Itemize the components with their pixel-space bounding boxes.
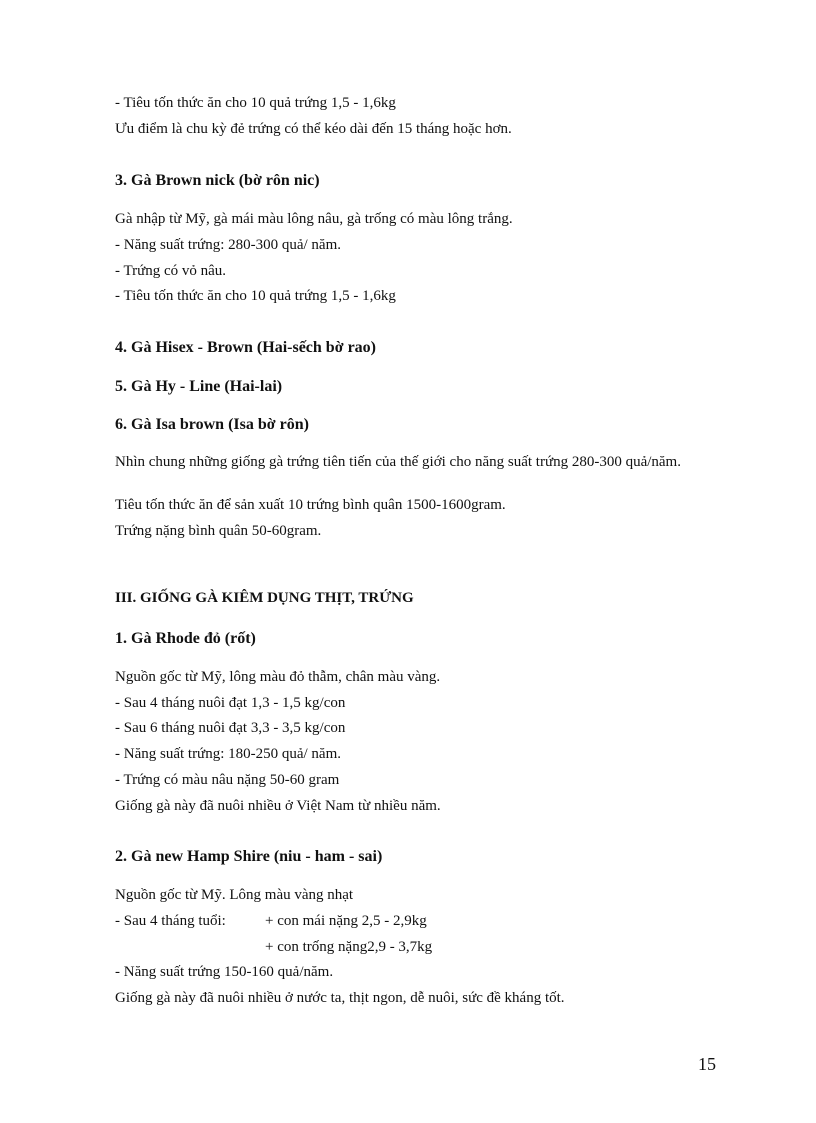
hampshire-male-weight: + con trống nặng2,9 - 3,7kg [265,939,433,955]
section-5-heading: 5. Gà Hy - Line (Hai-lai) [115,378,283,395]
part-3-heading: III. GIỐNG GÀ KIÊM DỤNG THỊT, TRỨNG [115,590,414,606]
section-3-line: Gà nhập từ Mỹ, gà mái màu lông nâu, gà trống có màu lông trắng. [115,211,513,227]
section-6-heading: 6. Gà Isa brown (Isa bờ rôn) [115,416,309,433]
section-3-line: - Năng suất trứng: 280-300 quả/ năm. [115,237,342,253]
hampshire-age-label: - Sau 4 tháng tuổi: [115,913,226,929]
section-4-heading: 4. Gà Hisex - Brown (Hai-sếch bờ rao) [115,339,376,356]
rhode-line: - Năng suất trứng: 180-250 quả/ năm. [115,746,342,762]
rhode-line: - Trứng có màu nâu nặng 50-60 gram [115,772,340,788]
intro-advantage-line: Ưu điểm là chu kỳ đẻ trứng có thể kéo dài đến 15 tháng hoặc hơn. [115,121,512,137]
section-6-paragraph: Nhìn chung những giống gà trứng tiên tiến của thế giới cho năng suất trứng 280-300 quả/năm. [115,454,681,470]
hampshire-heading: 2. Gà new Hamp Shire (niu - ham - sai) [115,848,383,865]
section-3-line: - Trứng có vỏ nâu. [115,263,227,279]
section-6-feed-line: Tiêu tốn thức ăn để sản xuất 10 trứng bình quân 1500-1600gram. [115,497,506,513]
hampshire-age-line [115,912,226,930]
section-3-line: - Tiêu tốn thức ăn cho 10 quả trứng 1,5 - 1,6kg [115,288,396,304]
rhode-line: - Sau 4 tháng nuôi đạt 1,3 - 1,5 kg/con [115,695,346,711]
hampshire-female-weight: + con mái nặng 2,5 - 2,9kg [265,913,427,929]
rhode-line: - Sau 6 tháng nuôi đạt 3,3 - 3,5 kg/con [115,720,346,736]
section-3-heading: 3. Gà Brown nick (bờ rôn nic) [115,172,320,189]
hampshire-origin-line: Nguồn gốc từ Mỹ. Lông màu vàng nhạt [115,887,354,903]
rhode-heading: 1. Gà Rhode đỏ (rốt) [115,630,256,647]
intro-feed-line: - Tiêu tốn thức ăn cho 10 quả trứng 1,5 - 1,6kg [115,95,396,111]
hampshire-yield-line: - Năng suất trứng 150-160 quả/năm. [115,964,334,980]
page-number: 15 [698,1054,716,1074]
hampshire-note-line: Giống gà này đã nuôi nhiều ở nước ta, thịt ngon, dễ nuôi, sức đề kháng tốt. [115,990,565,1006]
rhode-line: Giống gà này đã nuôi nhiều ở Việt Nam từ nhiều năm. [115,798,441,814]
section-6-weight-line: Trứng nặng bình quân 50-60gram. [115,523,322,539]
rhode-line: Nguồn gốc từ Mỹ, lông màu đỏ thẫm, chân màu vàng. [115,669,441,685]
